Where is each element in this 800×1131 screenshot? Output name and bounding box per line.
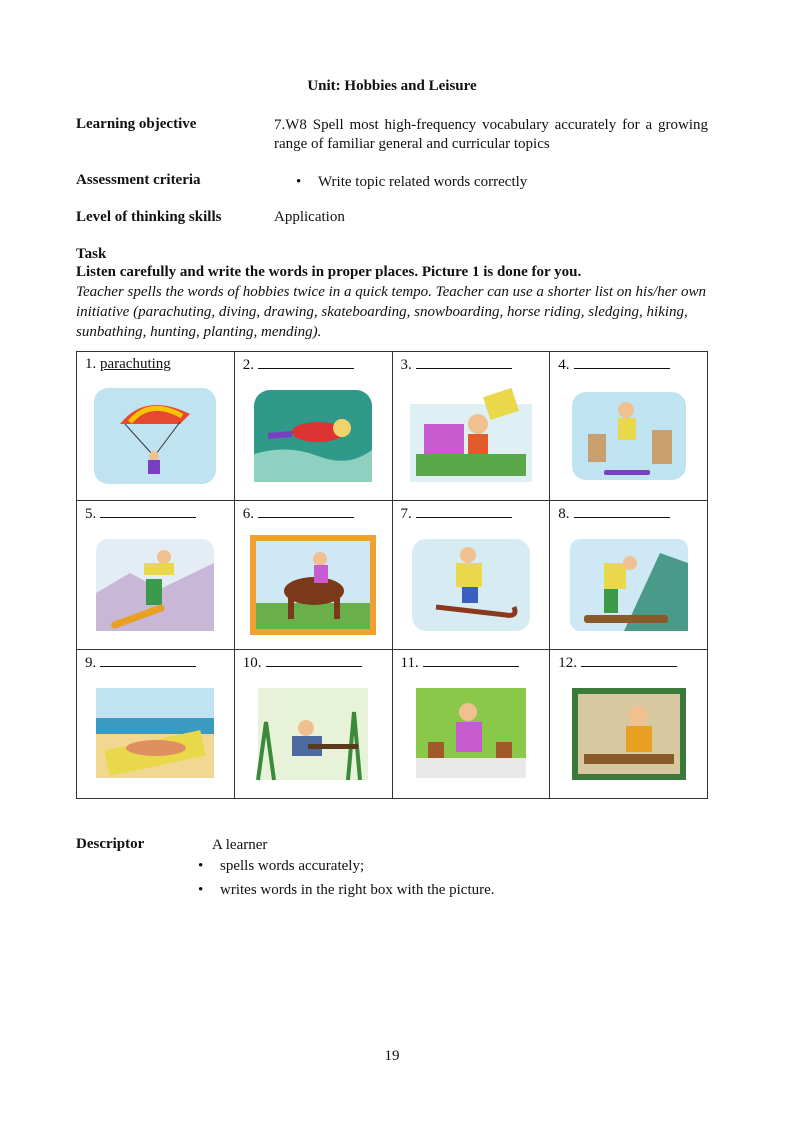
cell-number: 6. xyxy=(242,506,254,522)
answer-blank xyxy=(574,356,670,369)
descriptor-intro: A learner xyxy=(212,837,268,853)
grid-cell-4 xyxy=(550,352,708,501)
answer-blank xyxy=(258,505,354,518)
cell-number: 7. xyxy=(400,506,412,522)
diver-icon xyxy=(248,384,378,488)
grid-cell-9 xyxy=(77,650,235,799)
cell-number: 3. xyxy=(400,357,412,373)
grid-cell-7 xyxy=(392,501,550,650)
sledge-icon xyxy=(406,533,536,637)
cell-number: 9. xyxy=(85,655,97,671)
cell-number: 4. xyxy=(558,357,570,373)
learning-objective-label: Learning objective xyxy=(76,116,197,132)
cell-number: 10. xyxy=(242,655,262,671)
cell-number: 5. xyxy=(85,506,97,522)
grid-cell-3 xyxy=(392,352,550,501)
task-instruction: Listen carefully and write the words in proper places. Picture 1 is done for you. xyxy=(76,264,582,280)
answer-blank xyxy=(100,654,196,667)
answer-blank xyxy=(416,356,512,369)
grid-cell-12 xyxy=(550,650,708,799)
hunter-icon xyxy=(248,682,378,786)
cell-number: 8. xyxy=(558,506,570,522)
descriptor-item: • writes words in the right box with the picture. xyxy=(198,879,495,901)
mender-icon xyxy=(564,682,694,786)
grid-cell-6 xyxy=(234,501,392,650)
skateboarder-icon xyxy=(564,384,694,488)
parachute-icon xyxy=(90,384,220,488)
planter-icon xyxy=(406,682,536,786)
cell-answer: parachuting xyxy=(100,356,171,372)
hiker-icon xyxy=(564,533,694,637)
learning-objective-value: 7.W8 Spell most high-frequency vocabulary accurately for a growing range of familiar general and curricular topics xyxy=(274,117,708,152)
cell-number: 2. xyxy=(242,357,254,373)
task-heading: Task xyxy=(76,246,107,262)
answer-blank xyxy=(574,505,670,518)
horse-rider-icon xyxy=(248,533,378,637)
answer-blank xyxy=(423,654,519,667)
assessment-criteria-item: • Write topic related words correctly xyxy=(296,171,527,193)
thinking-skills-value: Application xyxy=(274,209,345,225)
descriptor-item: • spells words accurately; xyxy=(198,855,495,877)
grid-cell-10 xyxy=(234,650,392,799)
cell-number: 12. xyxy=(558,655,577,671)
grid-cell-11 xyxy=(392,650,550,799)
answer-blank xyxy=(266,654,362,667)
descriptor-label: Descriptor xyxy=(76,836,145,852)
cell-number: 11. xyxy=(400,655,419,671)
answer-blank xyxy=(581,654,677,667)
task-note: Teacher spells the words of hobbies twice in a quick tempo. Teacher can use a shorter list on his/her own initiative (parachuting, diving, drawing, skateboarding, snowboarding, horse riding, sledging, hiking, sunbathing, hunting, planting, mending). xyxy=(76,284,706,340)
grid-cell-1 xyxy=(77,352,235,501)
cell-number: 1. xyxy=(85,356,97,372)
page-number: 19 xyxy=(384,1048,400,1064)
answer-blank xyxy=(100,505,196,518)
assessment-criteria-list xyxy=(296,171,527,193)
hobbies-picture-grid xyxy=(76,351,708,799)
answer-blank xyxy=(258,356,354,369)
grid-cell-5 xyxy=(77,501,235,650)
snowboarder-icon xyxy=(90,533,220,637)
answer-blank xyxy=(416,505,512,518)
page-title: Unit: Hobbies and Leisure xyxy=(307,78,477,94)
grid-cell-8 xyxy=(550,501,708,650)
thinking-skills-label: Level of thinking skills xyxy=(76,209,222,225)
assessment-criteria-label: Assessment criteria xyxy=(76,172,201,188)
grid-cell-2 xyxy=(234,352,392,501)
descriptor-list xyxy=(198,855,495,901)
sunbather-icon xyxy=(90,682,220,786)
painter-icon xyxy=(406,384,536,488)
